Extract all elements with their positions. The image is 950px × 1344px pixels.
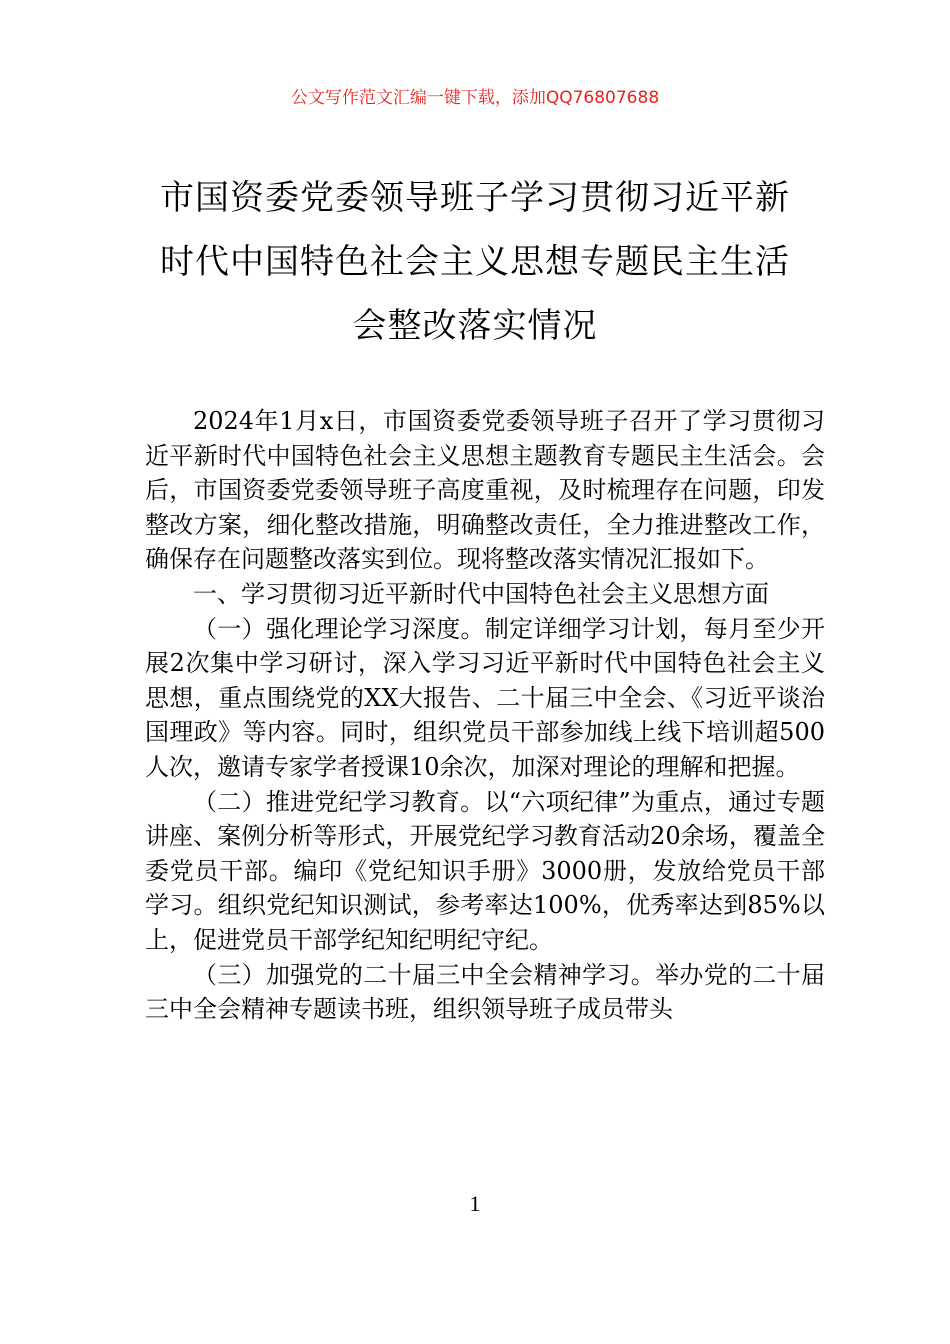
- document-title: [120, 166, 830, 358]
- title-line-1: 市国资委党委领导班子学习贯彻习近平新: [160, 178, 790, 218]
- subsection-paragraph-3: （三）加强党的二十届三中全会精神学习。举办党的二十届三中全会精神专题读书班，组织领导班子成员带头: [145, 960, 825, 1024]
- title-line-3: 会整改落实情况: [352, 306, 598, 346]
- promo-header: 公文写作范文汇编一键下载，添加QQ76807688: [290, 88, 660, 108]
- page-number: 1: [469, 1191, 481, 1216]
- subsection-paragraph-2: （二）推进党纪学习教育。以“六项纪律”为重点，通过专题讲座、案例分析等形式，开展党纪学习教育活动20余场，覆盖全委党员干部。编印《党纪知识手册》3000册，发放给党员干部学习。组织党纪知识测试，参考率达100%，优秀率达到85%以上，促进党员干部学纪知纪明纪守纪。: [145, 787, 825, 954]
- document-body: [145, 404, 825, 1027]
- subsection-paragraph-1: （一）强化理论学习深度。制定详细学习计划，每月至少开展2次集中学习研讨，深入学习习近平新时代中国特色社会主义思想，重点围绕党的XX大报告、二十届三中全会、《习近平谈治国理政》等内容。同时，组织党员干部参加线上线下培训超500人次，邀请专家学者授课10余次，加深对理论的理解和把握。: [145, 614, 825, 781]
- intro-paragraph: 2024年1月x日，市国资委党委领导班子召开了学习贯彻习近平新时代中国特色社会主义思想主题教育专题民主生活会。会后，市国资委党委领导班子高度重视，及时梳理存在问题，印发整改方案，细化整改措施，明确整改责任，全力推进整改工作，确保存在问题整改落实到位。现将整改落实情况汇报如下。: [145, 407, 825, 574]
- section-heading-1: 一、学习贯彻习近平新时代中国特色社会主义思想方面: [193, 579, 769, 608]
- title-line-2: 时代中国特色社会主义思想专题民主生活: [160, 242, 790, 282]
